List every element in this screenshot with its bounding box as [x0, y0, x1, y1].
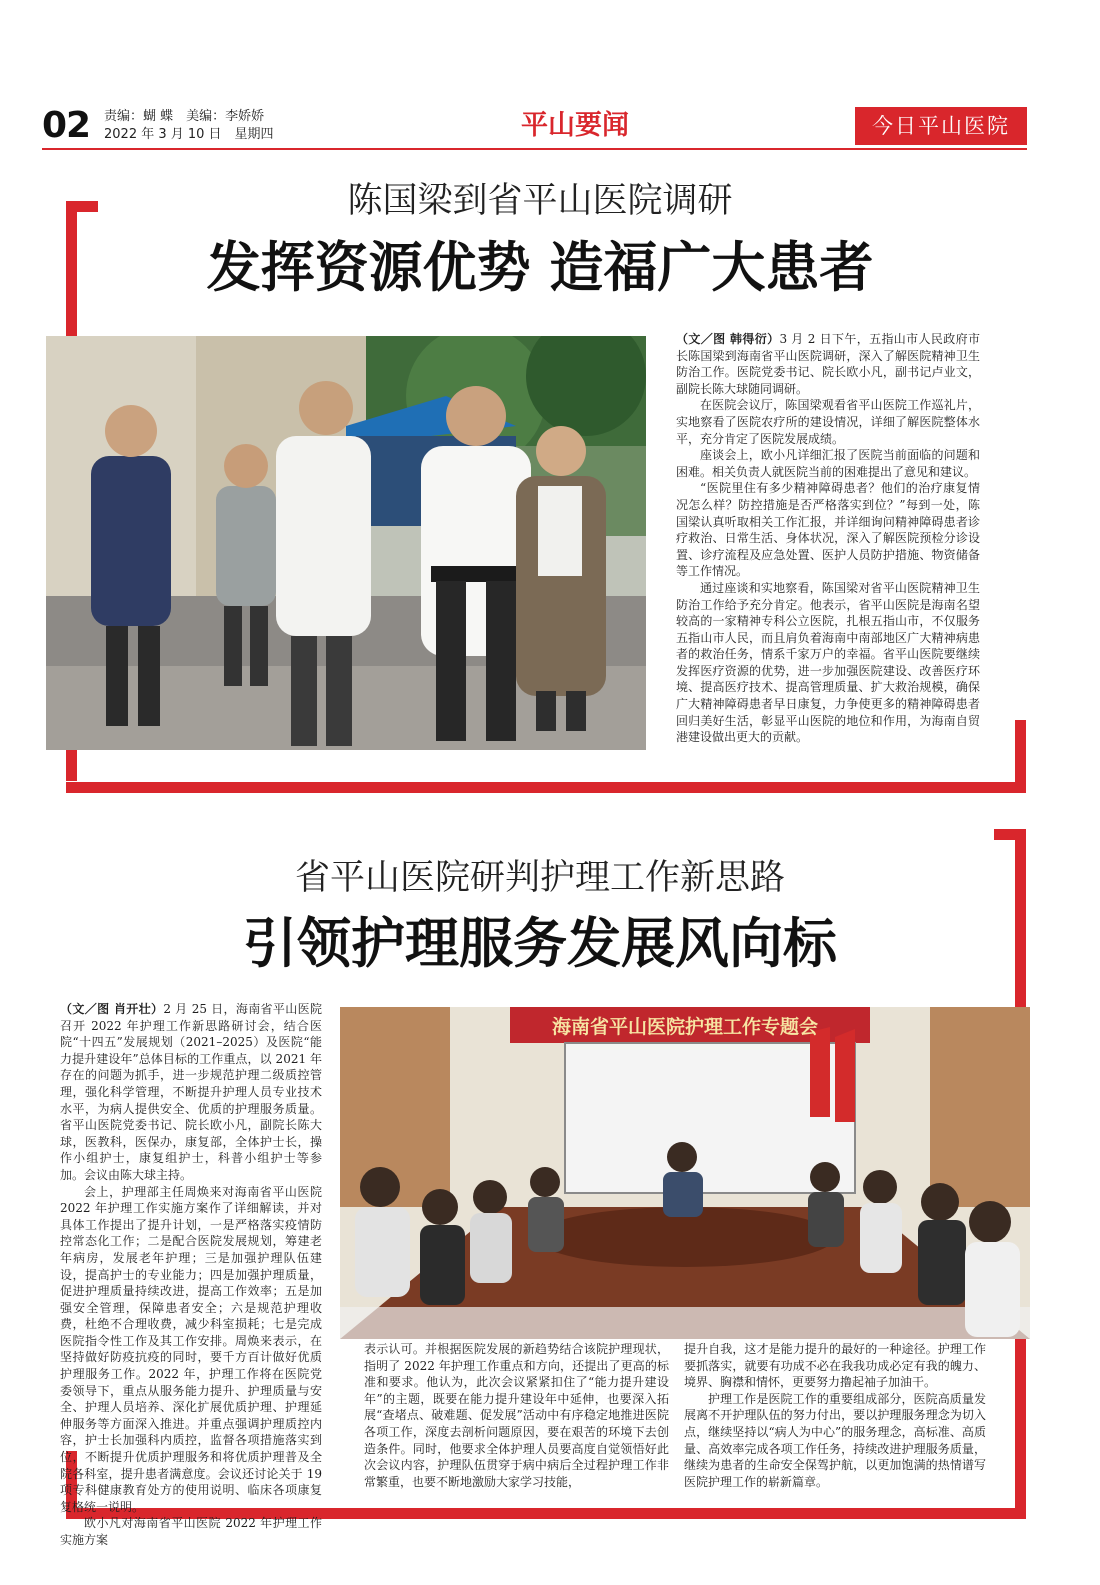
article1-frame-bottom — [66, 782, 1026, 793]
article2-paragraph: 提升自我，这才是能力提升的最好的一种途径。护理工作要抓落实，就要有功成不必在我我功成必定有我的魄力、境界、胸襟和情怀，更要努力撸起袖子加油干。 — [684, 1342, 986, 1390]
article1-paragraph: 通过座谈和实地察看，陈国梁对省平山医院精神卫生防治工作给予充分肯定。他表示，省平山医院是海南名望较高的一家精神专科公立医院，扎根五指山市，不仅服务五指山市人民，而且肩负着海南中南部地区广大精神病患者的救治任务，情系千家万户的幸福。省平山医院要继续发挥医疗资源的优势，进一步加强医院建设、改善医疗环境、提高医疗技术、提高管理质量、扩大救治规模，确保广大精神障碍患者早日康复，力争使更多的精神障碍患者回归美好生活，彰显平山医院的地位和作用，为海南自贸港建设做出更大的贡献。 — [676, 580, 980, 745]
article2-photo — [340, 1007, 1030, 1339]
article1-frame-right — [1015, 720, 1026, 793]
article2-lead: 2 月 25 日，海南省平山医院召开 2022 年护理工作新思路研讨会，结合医院“十四五”发展规划（2021–2025）及医院“能力提升建设年”总体目标的工作重点，以 2021 年存在的问题为抓手，进一步规范护理二级质控管理，强化科学管理，不断提升护理人员专业技术水平，为病人提供安全、优质的护理服务质量。省平山医院党委书记、院长欧小凡，副院长陈大球，医教科，医保办，康复部，全体护士长，操作小组护士，康复组护士，科普小组护士等参加。会议由陈大球主持。 — [60, 1002, 322, 1182]
article1-kicker: 陈国梁到省平山医院调研 — [347, 181, 733, 221]
masthead-meta — [104, 108, 274, 144]
paper-name-badge: 今日平山医院 — [855, 107, 1027, 145]
date-line: 2022 年 3 月 10 日 星期四 — [104, 127, 274, 142]
article1-lead: 3 月 2 日下午，五指山市人民政府市长陈国梁到海南省平山医院调研，深入了解医院精神卫生防治工作。医院党委书记、院长欧小凡，副书记卢业文，副院长陈大球随同调研。 — [676, 332, 980, 396]
article1-paragraph: 在医院会议厅，陈国梁观看省平山医院工作巡礼片，实地察看了医院农疗所的建设情况，详细了解医院整体水平，充分肯定了医院发展成绩。 — [676, 398, 980, 446]
article2-column-1 — [60, 1001, 322, 1549]
article1-photo — [46, 336, 646, 750]
article1-paragraph: “医院里住有多少精神障碍患者？他们的治疗康复情况怎么样？防控措施是否严格落实到位？”每到一处，陈国梁认真听取相关工作汇报，并详细询问精神障碍患者诊疗救治、日常生活、身体状况，深入了解医院预检分诊设置、诊疗流程及应急处置、医护人员防护措施、物资储备等工作情况。 — [676, 481, 980, 579]
article2-paragraph — [60, 1001, 322, 1184]
article2-paragraph: 表示认可。并根据医院发展的新趋势结合该院护理现状，指明了 2022 年护理工作重点和方向，还提出了更高的标准和要求。他认为，此次会议紧紧扣住了“能力提升建设年”的主题，既要在能力提升建设年中延伸，也要深入拓展“查堵点、破难题、促发展”活动中有序稳定地推进医院各项工作，深度去剖析问题原因，要在艰苦的环境下去创造条件。同时，他要求全体护理人员要高度自觉领悟好此次会议内容，护理队伍贯穿于病中病后全过程护理工作非常繁重，也要不断地激励大家学习技能， — [364, 1342, 669, 1489]
header-rule — [42, 148, 1027, 150]
article2-column-3 — [684, 1341, 986, 1490]
article2-column-2 — [364, 1341, 669, 1490]
article1-body — [676, 331, 980, 746]
article2-photo-banner: 海南省平山医院护理工作专题会 — [551, 1016, 819, 1038]
article2-headline: 引领护理服务发展风向标 — [243, 912, 837, 975]
page-number: 02 — [42, 105, 91, 146]
article1-paragraph — [676, 331, 980, 397]
article2-paragraph: 欧小凡对海南省平山医院 2022 年护理工作实施方案 — [60, 1516, 322, 1547]
article1-byline: （文／图 韩得衍） — [676, 332, 780, 346]
article2-paragraph: 会上，护理部主任周焕来对海南省平山医院 2022 年护理工作实施方案作了详细解读，并对具体工作提出了提升计划，一是严格落实疫情防控常态化工作；二是配合医院发展规划，筹建老年病房，发展老年护理；三是加强护理队伍建设，提高护士的专业能力；四是加强护理质量，促进护理质量持续改进，提高工作效率；五是加强安全管理，保障患者安全；六是规范护理收费，杜绝不合理收费，减少科室损耗；七是完成医院指令性工作及其工作安排。周焕来表示，在坚持做好防疫抗疫的同时，要千方百计做好优质护理服务工作。2022 年，护理工作将在医院党委领导下，重点从服务能力提升、护理质量与安全、护理人员培养、深化扩展优质护理、护理延伸服务等方面深入推进。并重点强调护理质控内容，护士长加强科内质控，监督各项措施落实到位，不断提升优质护理服务和将优质护理普及全院各科室，提升患者满意度。会议还讨论关于 19 项专科健康教育处方的使用说明、临床各项康复复格统一说明。 — [60, 1184, 322, 1514]
section-title: 平山要闻 — [521, 110, 629, 141]
article1-headline: 发挥资源优势 造福广大患者 — [206, 236, 874, 299]
article1-paragraph: 座谈会上，欧小凡详细汇报了医院当前面临的问题和困难。相关负责人就医院当前的困难提出了意见和建议。 — [676, 448, 980, 479]
editor-line: 责编：蝴 蝶 美编：李娇娇 — [104, 109, 265, 124]
article2-byline: （文／图 肖开壮） — [60, 1002, 164, 1016]
article2-paragraph: 护理工作是医院工作的重要组成部分，医院高质量发展离不开护理队伍的努力付出，要以护理服务理念为切入点，继续坚持以“病人为中心”的服务理念，高标准、高质量、高效率完成各项工作任务，持续改进护理服务质量，继续为患者的生命安全保驾护航，以更加饱满的热情谱写医院护理工作的崭新篇章。 — [684, 1391, 986, 1489]
article2-kicker: 省平山医院研判护理工作新思路 — [294, 858, 785, 898]
